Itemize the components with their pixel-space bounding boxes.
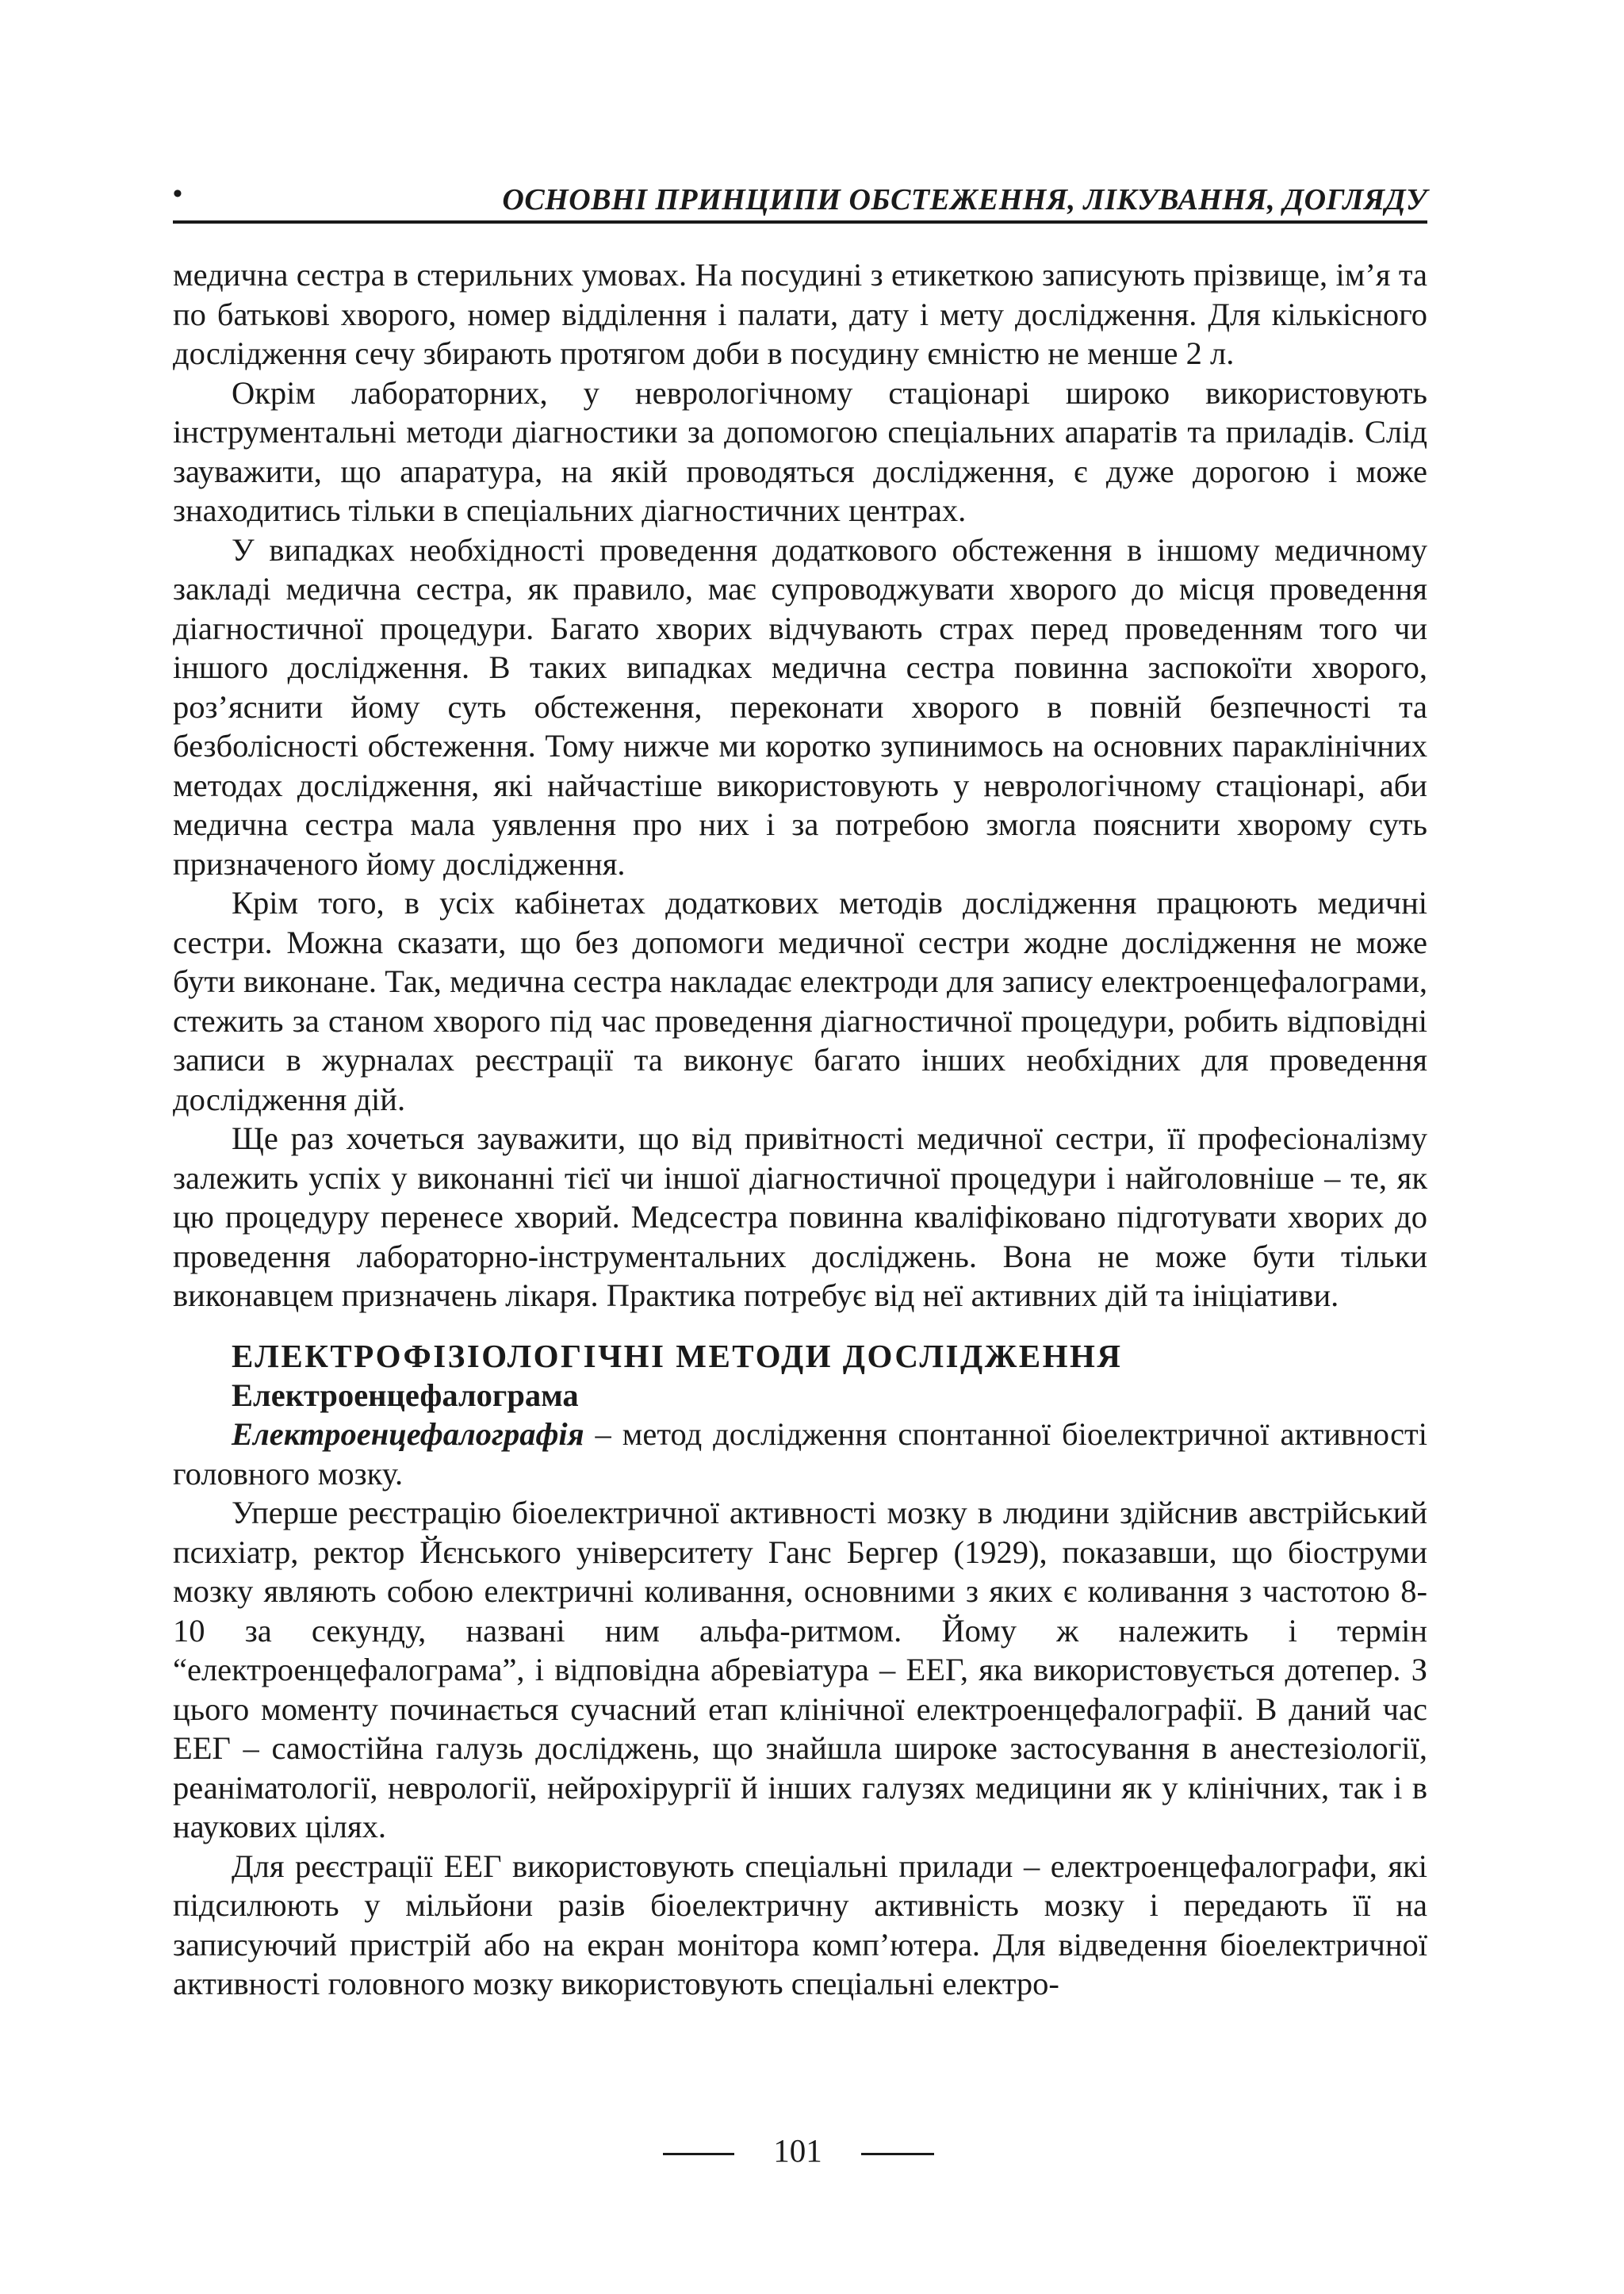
paragraph-eeg-history: Уперше реєстрацію біоелектричної активності мозку в людини здійснив австрійський психіатр, ректор Йєнського університету Ганс Бергер (1929), показавши, що біоструми мозку являють собою електричні коливання, основними з яких є коливання з частотою 8-10 за секунду, названі ним альфа-ритмом. Йому ж належить і термін “електроенцефалограма”, і відповідна абревіатура – ЕЕГ, яка використовується дотепер. З цього моменту починається сучасний етап клінічної електроенцефалографії. В даний час ЕЕГ – самостійна галузь досліджень, що знайшла широке застосування в анестезіології, реаніматології, неврології, нейрохірургії й інших галузях медицини як у клінічних, так і в наукових цілях.: [173, 1495, 1427, 1844]
page-footer: [0, 2131, 1624, 2179]
page-number: 101: [773, 2132, 822, 2169]
footer-rule-left: [663, 2153, 734, 2155]
paragraph-nurses-in-cabinets: Крім того, в усіх кабінетах додаткових методів дослідження працюють медичні сестри. Можна сказати, що без допомоги медичної сестри жодне дослідження не може бути виконане. Так, медична сестра накладає електроди для запису електроенцефалограми, стежить за станом хворого під час проведення діагностичної процедури, робить відповідні записи в журналах реєстрації та виконує багато інших необхідних для проведення дослідження дій.: [173, 885, 1427, 1117]
running-head-bullet: •: [173, 179, 182, 209]
paragraph-eeg-registration: Для реєстрації ЕЕГ використовують спеціальні прилади – електроенцефалографи, які підсилюють у мільйони разів біоелектричну активність мозку і передають її на записуючий пристрій або на екран монітора комп’ютера. Для відведення біоелектричної активності головного мозку використовують спеціальні електро-: [173, 1848, 1427, 2001]
footer-rule-right: [861, 2153, 934, 2155]
body-text: [173, 255, 1427, 2004]
paragraph-instrumental-methods: Окрім лабораторних, у неврологічному стаціонарі широко використовують інструментальні методи діагностики за допомогою спеціальних апаратів та приладів. Слід зауважити, що апаратура, на якій проводяться дослідження, є дуже дорогою і може знаходитись тільки в спеціальних діагностичних центрах.: [173, 374, 1427, 528]
paragraph-escort-patient: У випадках необхідності проведення додаткового обстеження в іншому медичному закладі медична сестра, як правило, має супроводжувати хворого до місця проведення діагностичної процедури. Багато хворих відчувають страх перед проведенням того чи іншого дослідження. В таких випадках медична сестра повинна заспокоїти хворого, роз’яснити йому суть обстеження, переконати хворого в повній безпечності та безболісності обстеження. Тому нижче ми коротко зупинимось на основних параклінічних методах дослідження, які найчастіше використовують у неврологічному стаціонарі, аби медична сестра мала уявлення про них і за потребою змогла пояснити хворому суть призначеного йому дослідження.: [173, 531, 1427, 882]
subsection-heading: Електроенцефалограма: [232, 1377, 579, 1413]
running-head-title: ОСНОВНІ ПРИНЦИПИ ОБСТЕЖЕННЯ, ЛІКУВАННЯ, ДОГЛЯДУ: [502, 183, 1427, 216]
definition-term: Електроенцефалографія: [232, 1416, 584, 1452]
paragraph-eeg-definition: [173, 1415, 1427, 1493]
paragraph-continuation: медична сестра в стерильних умовах. На посудині з етикеткою записують прізвище, ім’я та по батькові хворого, номер відділення і палати, дату і мету дослідження. Для кількісного дослідження сечу збирають протягом доби в посудину ємністю не менше 2 л.: [173, 257, 1427, 371]
running-head: [173, 176, 1427, 224]
section-heading: ЕЛЕКТРОФІЗІОЛОГІЧНІ МЕТОДИ ДОСЛІДЖЕННЯ: [232, 1337, 1123, 1374]
paragraph-professionalism: Ще раз хочеться зауважити, що від привітності медичної сестри, її професіоналізму залежить успіх у виконанні тієї чи іншої діагностичної процедури і найголовніше – те, як цю процедуру перенесе хворий. Медсестра повинна кваліфіковано підготувати хворих до проведення лабораторно-інструментальних досліджень. Вона не може бути тільки виконавцем призначень лікаря. Практика потребує від неї активних дій та ініціативи.: [173, 1120, 1427, 1313]
definition-text: – метод дослідження спонтанної біоелектричної активності головного мозку.: [173, 1416, 1427, 1492]
